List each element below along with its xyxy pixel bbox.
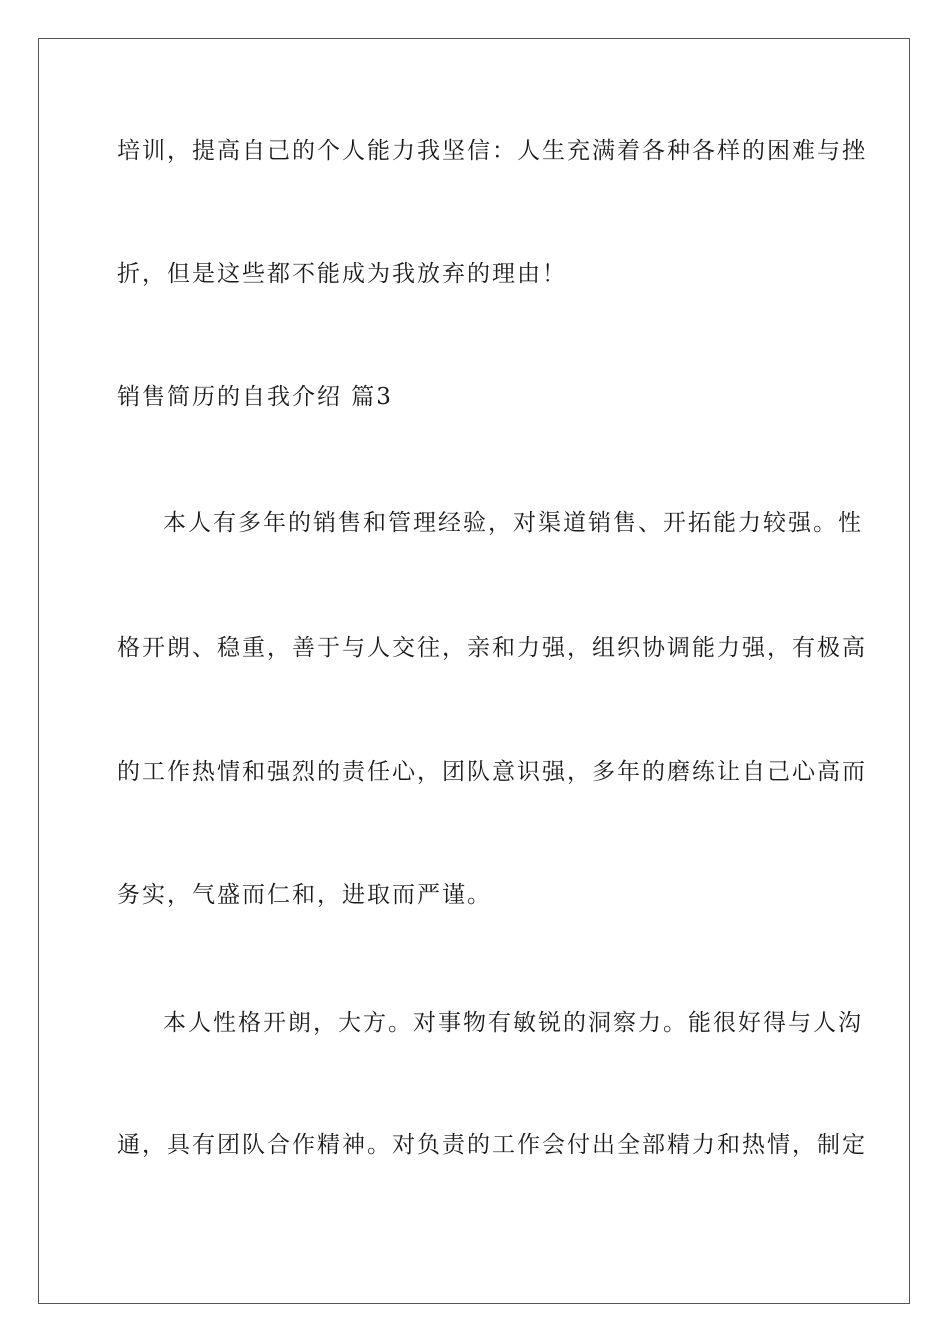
paragraph-line: 培训，提高自己的个人能力我坚信：人生充满着各种各样的困难与挫 <box>117 138 867 164</box>
paragraph-line: 折，但是这些都不能成为我放弃的理由！ <box>117 261 567 287</box>
page-border <box>38 38 910 1304</box>
paragraph-line: 格开朗、稳重，善于与人交往，亲和力强，组织协调能力强，有极高 <box>117 635 867 661</box>
paragraph-line: 本人性格开朗，大方。对事物有敏锐的洞察力。能很好得与人沟 <box>163 1010 863 1036</box>
paragraph-line: 本人有多年的销售和管理经验，对渠道销售、开拓能力较强。性 <box>163 510 863 536</box>
paragraph-line: 通，具有团队合作精神。对负责的工作会付出全部精力和热情，制定 <box>117 1132 867 1158</box>
paragraph-line: 务实，气盛而仁和，进取而严谨。 <box>117 882 492 908</box>
section-heading: 销售简历的自我介绍 篇3 <box>117 384 393 410</box>
paragraph-line: 的工作热情和强烈的责任心，团队意识强，多年的磨练让自己心高而 <box>117 759 867 785</box>
